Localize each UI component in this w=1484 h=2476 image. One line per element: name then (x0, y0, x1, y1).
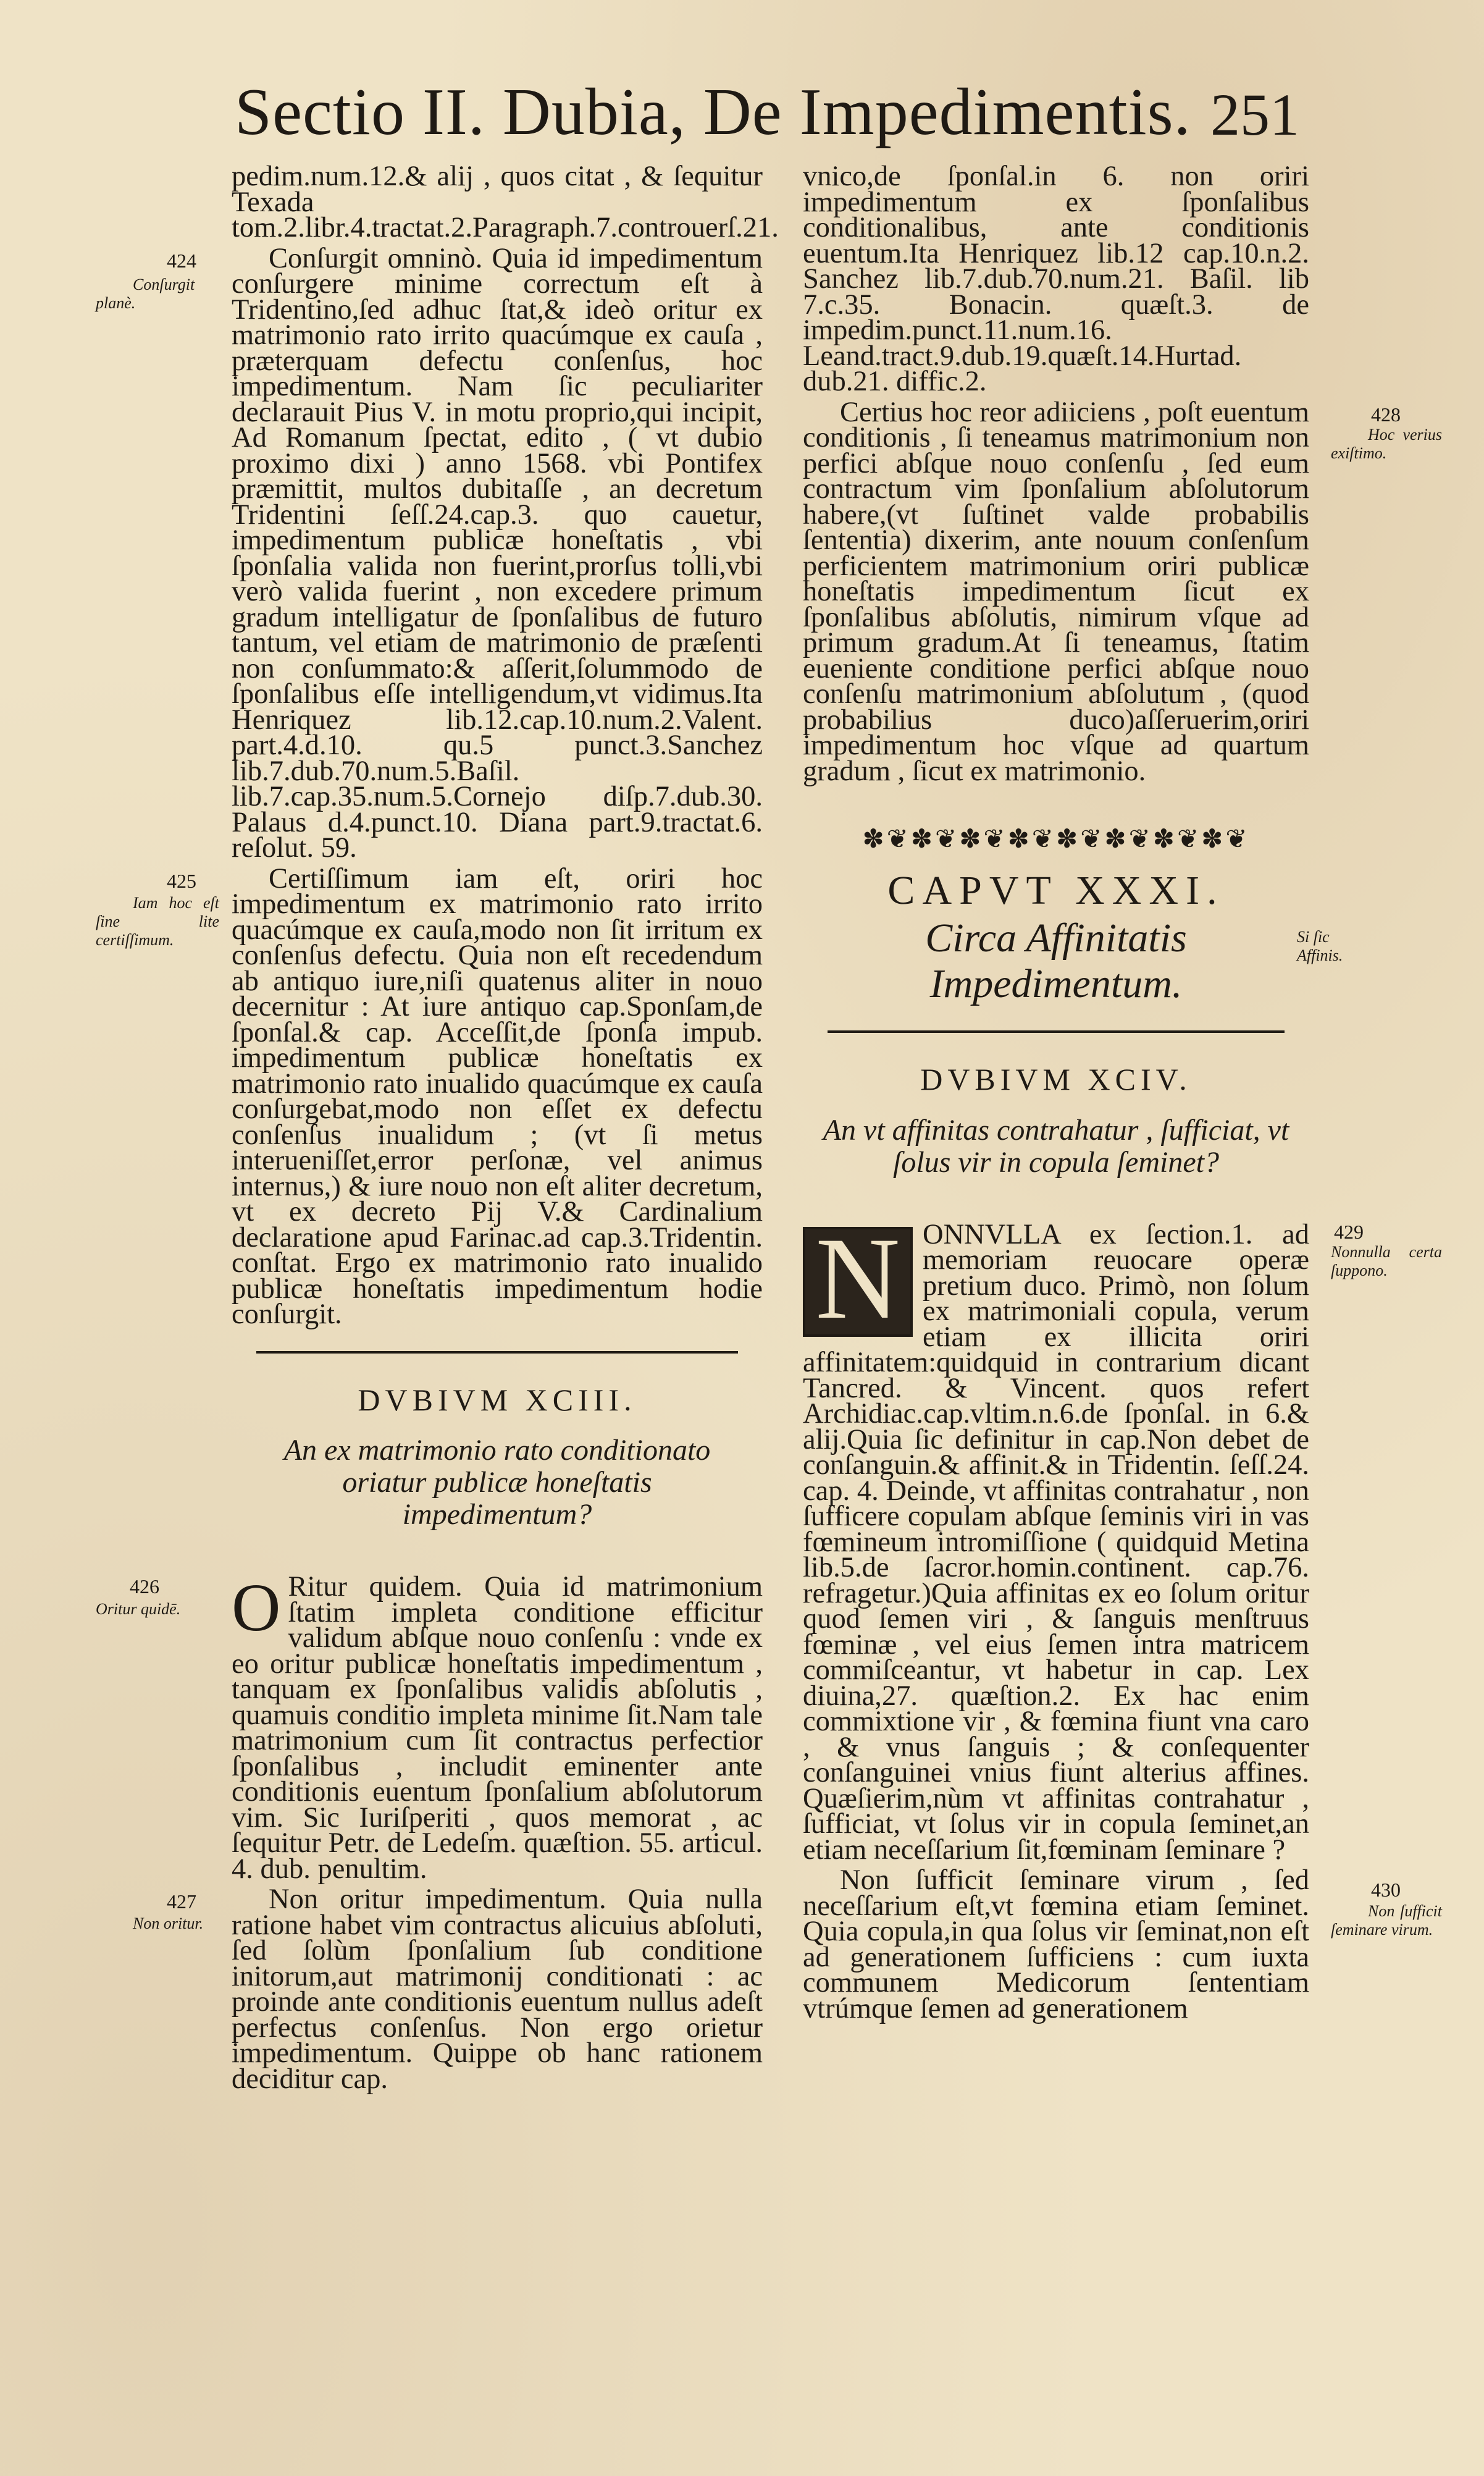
paragraph-426 (96, 1570, 763, 1885)
paragraph-number: 430 (1371, 1879, 1401, 1901)
initial-letter: O (232, 1570, 281, 1645)
paragraph-number: 429 (1334, 1220, 1364, 1243)
paragraph-number: 428 (1371, 403, 1401, 426)
dubium-question: An ex matrimonio rato conditionato oriatur publicæ honeſtatis impedimentum? (283, 1434, 711, 1531)
caput-heading: CAPVT XXXI. (887, 867, 1225, 913)
running-title: Sectio II. Dubia, De Impedimentis. (235, 75, 1191, 149)
dubium-heading: DVBIVM XCIII. (358, 1382, 637, 1417)
margin-note: Non ſufficit ſeminare virum. (1331, 1902, 1442, 1939)
paragraph-425 (96, 862, 763, 1330)
paragraph-427 (133, 1884, 763, 2095)
paragraph-text: Ritur quidem. Quia id matrimonium ſtatim impleta conditione efficitur validum abſque nouo conſenſu : vnde ex eo oritur publicæ honeſtatis impedimentum , tanquam ex ſponſalibus validis abſolutis , quamuis conditio impleta minime ſit.Nam tale matrimonium cum ſit contractus perfectior ſponſalibus , includit eminenter ante conditionis euentum ſponſalium abſolutorum vim. Sic Iuriſperiti , quos memorat , ac ſequitur Petr. de Ledeſm. quæſtion. 55. articul. 4. dub. penultim. (232, 1571, 763, 1885)
paragraph: vnico,de ſponſal.in 6. non oriri impedimentum ex ſponſalibus conditionalibus, ante conditionis euentum.Ita Henriquez lib.12 cap.10.n.2. Sanchez lib.7.dub.70.num.21. Baſil. lib 7.c.35. Bonacin. quæſt.3. de impedim.punct.11.num.16. Leand.tract.9.dub.19.quæſt.14.Hurtad. dub.21. diffic.2. (803, 161, 1309, 397)
section-rule (828, 1030, 1285, 1033)
left-column (96, 161, 779, 2097)
paragraph-430 (803, 1864, 1442, 2024)
paragraph-text: Certius hoc reor adiiciens , poſt euentum conditionis , ſi teneamus matrimonium non perfici abſque nouo conſenſu , ſed eum contractum vim ſponſalium abſolutorum habere,(vt ſuſtinet valde probabilis ſententia) dixerim, ante nouum conſenſum perficientem matrimonium oriri publicæ honeſtatis impedimentum ſicut ex ſponſalibus abſolutis, nimirum vſque ad primum gradum.At ſi teneamus, ſtatim eueniente conditione perfici abſque nouo conſenſu matrimonium abſolutum , (quod probabilius duco)aſſeruerim,oriri impedimentum hoc vſque ad quartum gradum , ſicut ex matrimonio. (803, 396, 1309, 787)
margin-note: Non oritur. (133, 1914, 204, 1932)
right-column (803, 161, 1442, 2026)
paragraph-text: Non ſufficit ſeminare virum , ſed neceſſarium eſt,vt fœmina etiam ſeminet. Quia copula,in qua ſolus vir ſeminat,non eſt ad generationem ſufficiens : cum iuxta communem Medicorum ſententiam vtrúmque ſemen ad generationem (803, 1864, 1309, 2024)
margin-note: Nonnulla certa ſuppono. (1331, 1242, 1442, 1279)
paragraph-text: Certiſſimum iam eſt, oriri hoc impedimentum ex matrimonio rato irrito quacúmque ex cauſa,modo non ſit irritum ex conſenſus defectu. Quia non eſt recedendum ab antiquo iure,niſi quatenus aliter in nouo decernitur : At iure antiquo cap.Sponſam,de ſponſal.& cap. Acceſſit,de ſponſa impub. impedimentum publicæ honeſtatis ex matrimonio rato inualido quacúmque ex cauſa conſurgebat,modo non eſſet ex defectu conſenſus inualidum ; (vt ſi metus interueniſſet,error perſonæ, vel animus internus,) & iure nouo non eſt aliter decretum, vt ex decreto Pij V.& Cardinalium declaratione apud Farinac.ad cap.3.Tridentin. conſtat. Ergo ex matrimonio rato inualido publicæ honeſtatis impedimentum hodie conſurgit. (232, 862, 763, 1330)
paragraph-428 (803, 396, 1442, 787)
paragraph-number: 427 (167, 1890, 196, 1913)
margin-note: Hoc verius exiſtimo. (1331, 425, 1442, 462)
initial-letter: N (803, 1227, 913, 1337)
section-rule (256, 1351, 738, 1354)
paragraph-number: 425 (167, 869, 196, 892)
paragraph-424 (96, 242, 763, 864)
dubium-heading: DVBIVM XCIV. (920, 1062, 1192, 1097)
paragraph: pedim.num.12.& alij , quos citat , & ſequitur Texada tom.2.libr.4.tractat.2.Paragraph.7.controuerſ.21. (232, 161, 779, 243)
dubium-question: An vt affinitas contrahatur , ſufficiat, vt ſolus vir in copula ſeminet? (823, 1113, 1289, 1179)
paragraph-number: 426 (130, 1575, 159, 1598)
margin-note: Oritur quidē. (96, 1600, 181, 1618)
ornament-band: ✽❦✽❦✽❦✽❦✽❦✽❦✽❦✽❦ (862, 825, 1250, 854)
paragraph-429 (803, 1213, 1442, 1866)
page-header (235, 74, 1346, 154)
paragraph-text: Non oritur impedimentum. Quia nulla ratione habet vim contractus alicuius abſoluti, ſed ſolùm ſponſalium ſub conditione initorum,aut matrimonij conditionati : ac proinde ante conditionis euentum nullus adeſt perfectus conſenſus. Non ergo orietur impedimentum. Quippe ob hanc rationem deciditur cap. (232, 1884, 763, 2095)
paragraph-text: ONNVLLA ex ſection.1. ad memoriam reuocare operæ pretium duco. Primò, non ſolum ex matrimoniali copula, verum etiam ex illicita oriri affinitatem:quidquid in contrarium dicant Tancred. & Vincent. quos refert Archidiac.cap.vltim.n.6.de ſponſal. in 6.& alij.Quia ſic definitur in cap.Non debet de conſanguin.& affinit.& in Tridentin. ſeſſ.24. cap. 4. Deinde, vt affinitas contrahatur , non ſufficere copulam abſque ſeminis viri in vas fœmineum intromiſſione ( quidquid Metina lib.5.de ſacror.homin.continent. cap.76. refragetur.)Quia affinitas ex eo ſolum oritur quod ſemen viri , & ſanguis menſtruus fœminæ , vel eius ſemen intra matricem commiſceantur, vt habetur in cap. Lex diuina,27. quæſtion.2. Ex hac enim commixtione vir , & fœmina fiunt vna caro , & vnus ſanguis ; & conſequenter conſanguinei vnius fiunt alterius affines. Quæſierim,nùm vt affinitas contrahatur , ſufficiat, vt ſolus vir in copula ſeminet,an etiam neceſſarium ſit,fœminam ſeminare ? (803, 1218, 1309, 1866)
caput-subtitle: Circa Affinitatis Impedimentum. (925, 916, 1187, 1006)
margin-note: Si ſic Affinis. (1297, 928, 1343, 964)
paragraph-text: Conſurgit omninò. Quia id impedimentum conſurgere minime correctum eſt à Tridentino,ſed adhuc ſtat,& ideò oritur ex matrimonio rato irrito quacúmque ex cauſa , præterquam defectu conſenſus, hoc impedimentum. Nam ſic peculiariter declarauit Pius V. in motu proprio,qui incipit, Ad Romanum ſpectat, edito , ( vt dubio proximo dixi ) anno 1568. vbi Pontifex præmittit, multos dubitaſſe , an decretum Tridentini ſeſſ.24.cap.3. quo cauetur, impedimentum publicæ honeſtatis , vbi ſponſalia valida non fuerint,prorſus tolli,vbi verò valida fuerint , non excedere primum gradum intelligatur de ſponſalibus de futuro tantum, vel etiam de matrimonio de præſenti non conſummato:& aſſerit,ſolummodo de ſponſalibus eſſe intelligendum,vt vidimus.Ita Henriquez lib.12.cap.10.num.2.Valent. part.4.d.10. qu.5 punct.3.Sanchez lib.7.dub.70.num.5.Baſil. lib.7.cap.35.num.5.Cornejo diſp.7.dub.30. Palaus d.4.punct.10. Diana part.9.tractat.6. reſolut. 59. (232, 242, 763, 864)
caput-subtitle-wrap (803, 916, 1343, 1007)
paragraph-number: 424 (167, 249, 196, 272)
margin-note: Iam hoc eſt ſine lite certiſſimum. (96, 893, 219, 949)
folio-number: 251 (1210, 82, 1299, 148)
margin-note: Conſurgit planè. (96, 275, 195, 312)
